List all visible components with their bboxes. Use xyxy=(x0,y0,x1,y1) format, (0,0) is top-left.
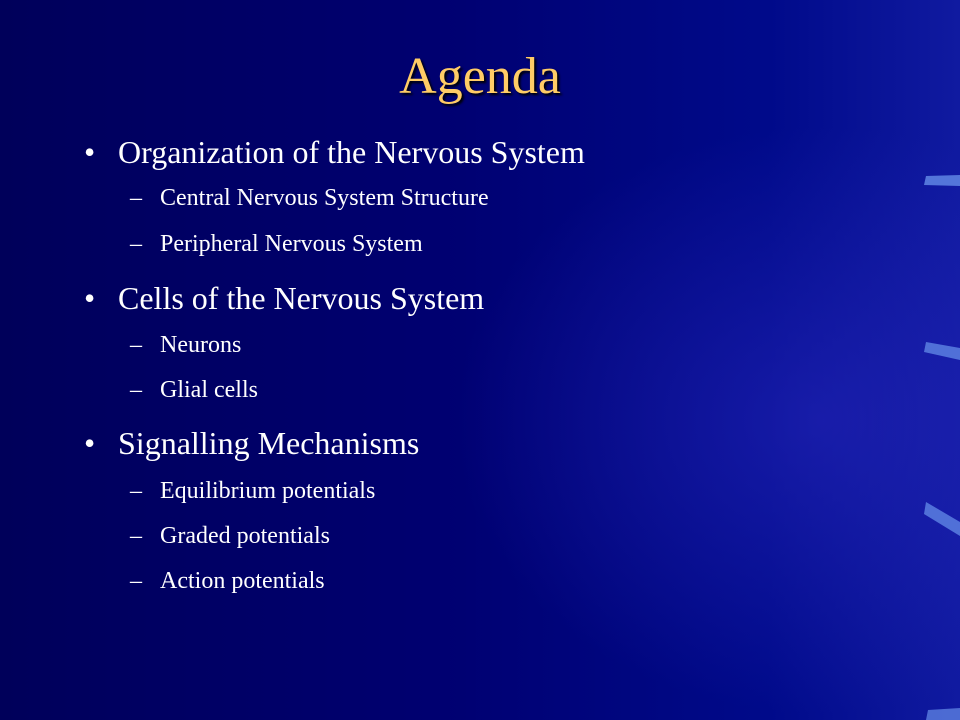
sub-item-glial-cells xyxy=(130,375,258,405)
bullet-icon: • xyxy=(84,134,96,170)
sub-item-label: Action potentials xyxy=(160,568,325,594)
dash-icon: – xyxy=(130,478,142,504)
sub-item-action xyxy=(130,566,325,596)
sub-item-cns-structure xyxy=(130,183,489,213)
agenda-item-organization xyxy=(84,133,585,171)
agenda-item-label: Organization of the Nervous System xyxy=(118,134,585,170)
dash-icon: – xyxy=(130,185,142,211)
sub-item-label: Graded potentials xyxy=(160,523,330,549)
slide-title: Agenda xyxy=(399,48,561,105)
dash-icon: – xyxy=(130,523,142,549)
dash-icon: – xyxy=(130,231,142,257)
decorative-streak-2 xyxy=(920,338,960,368)
sub-item-neurons xyxy=(130,330,242,360)
sub-item-pns xyxy=(130,229,423,259)
agenda-item-label: Cells of the Nervous System xyxy=(118,280,485,316)
sub-item-label: Equilibrium potentials xyxy=(160,478,376,504)
agenda-item-label: Signalling Mechanisms xyxy=(118,425,420,461)
bullet-icon: • xyxy=(84,280,96,316)
decorative-streak-3 xyxy=(920,498,960,538)
dash-icon: – xyxy=(130,568,142,594)
sub-item-graded xyxy=(130,521,330,551)
decorative-streak-4 xyxy=(920,704,960,720)
agenda-item-signalling xyxy=(84,424,420,462)
dash-icon: – xyxy=(130,332,142,358)
agenda-item-cells xyxy=(84,279,485,317)
bullet-icon: • xyxy=(84,425,96,461)
sub-item-label: Glial cells xyxy=(160,377,258,403)
sub-item-label: Central Nervous System Structure xyxy=(160,185,489,211)
dash-icon: – xyxy=(130,377,142,403)
sub-item-equilibrium xyxy=(130,476,376,506)
sub-item-label: Neurons xyxy=(160,332,242,358)
sub-item-label: Peripheral Nervous System xyxy=(160,231,423,257)
decorative-streak-1 xyxy=(920,172,960,192)
